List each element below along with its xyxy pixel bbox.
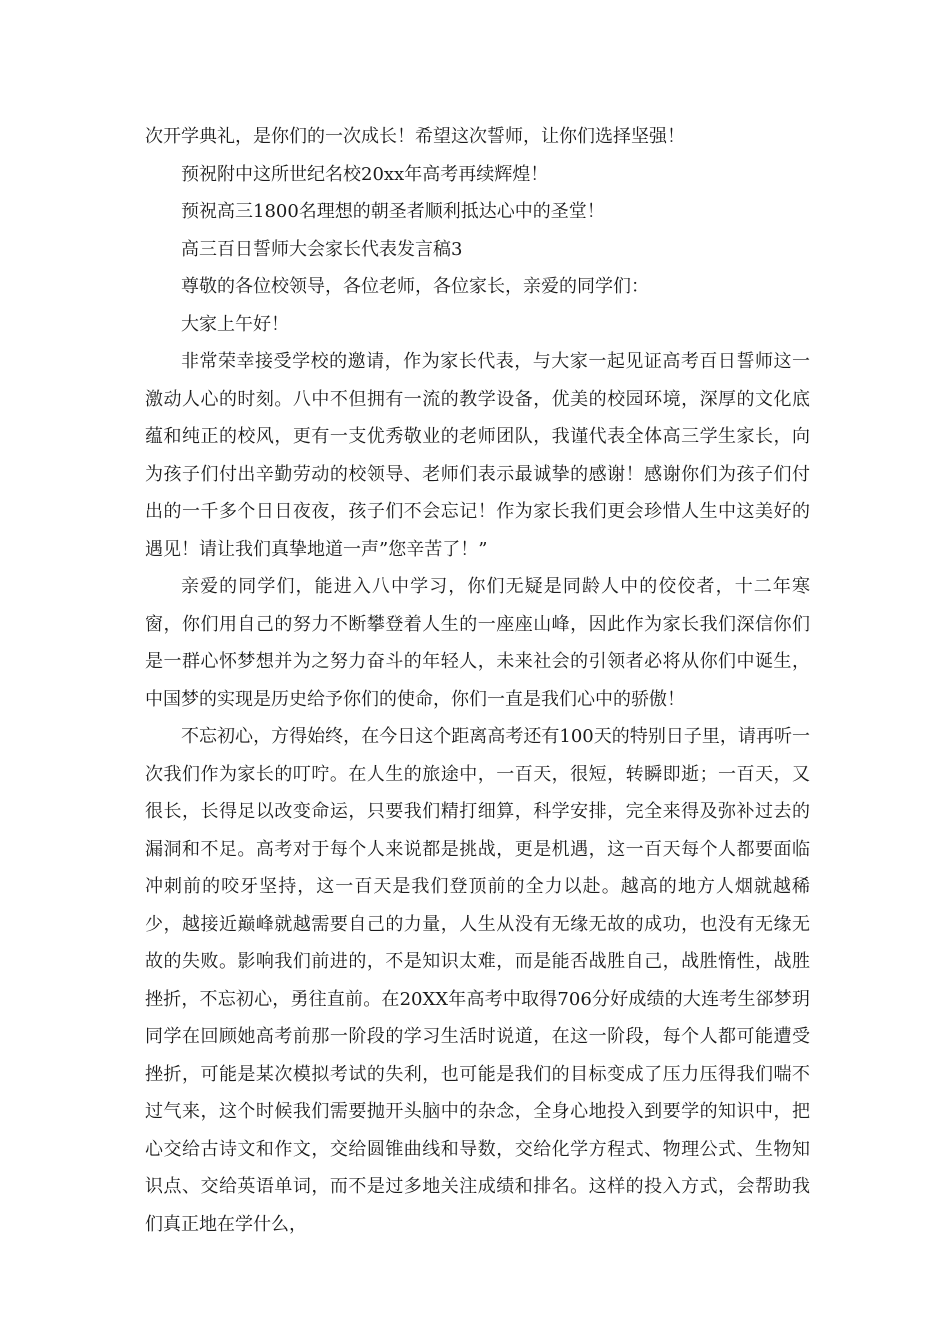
document-body [145, 118, 810, 1243]
paragraph-wish-students: 预祝高三1800名理想的朝圣者顺利抵达心中的圣堂！ [181, 201, 605, 222]
paragraph-greeting: 大家上午好！ [181, 313, 289, 335]
section-title: 高三百日誓师大会家长代表发言稿3 [181, 238, 463, 260]
paragraph-students: 亲爱的同学们，能进入八中学习，你们无疑是同龄人中的佼佼者，十二年寒窗，你们用自己的努力不断攀登着人生的一座座山峰，因此作为家长我们深信你们是一群心怀梦想并为之努力奋斗的年轻人，未来社会的引领者必将从你们中诞生，中国梦的实现是历史给予你们的使命，你们一直是我们心中的骄傲！ [145, 576, 810, 710]
paragraph-salutation: 尊敬的各位校领导，各位老师，各位家长，亲爱的同学们： [181, 276, 649, 297]
paragraph-continuation: 次开学典礼，是你们的一次成长！希望这次誓师，让你们选择坚强！ [145, 126, 685, 147]
paragraph-hundred-days: 不忘初心，方得始终，在今日这个距离高考还有100天的特别日子里，请再听一次我们作为家长的叮咛。在人生的旅途中，一百天，很短，转瞬即逝；一百天，又很长，长得足以改变命运，只要我们精打细算，科学安排，完全来得及弥补过去的漏洞和不足。高考对于每个人来说都是挑战，更是机遇，这一百天每个人都要面临冲刺前的咬牙坚持，这一百天是我们登顶前的全力以赴。越高的地方人烟就越稀少，越接近巅峰就越需要自己的力量，人生从没有无缘无故的成功，也没有无缘无故的失败。影响我们前进的，不是知识太难，而是能否战胜自己，战胜惰性，战胜挫折，不忘初心，勇往直前。在20XX年高考中取得706分好成绩的大连考生郤梦玥同学在回顾她高考前那一阶段的学习生活时说道，在这一阶段，每个人都可能遭受挫折，可能是某次模拟考试的失利，也可能是我们的目标变成了压力压得我们喘不过气来，这个时候我们需要抛开头脑中的杂念，全身心地投入到要学的知识中，把心交给古诗文和作文，交给圆锥曲线和导数，交给化学方程式、物理公式、生物知识点、交给英语单词，而不是过多地关注成绩和排名。这样的投入方式，会帮助我们真正地在学什么， [145, 726, 810, 1235]
paragraph-thanks: 非常荣幸接受学校的邀请，作为家长代表，与大家一起见证高考百日誓师这一激动人心的时刻。八中不但拥有一流的教学设备，优美的校园环境，深厚的文化底蕴和纯正的校风，更有一支优秀敬业的老师团队，我谨代表全体高三学生家长，向为孩子们付出辛勤劳动的校领导、老师们表示最诚挚的感谢！感谢你们为孩子们付出的一千多个日日夜夜，孩子们不会忘记！作为家长我们更会珍惜人生中这美好的遇见！请让我们真挚地道一声”您辛苦了！” [145, 351, 810, 560]
paragraph-wish-school: 预祝附中这所世纪名校20xx年高考再续辉煌！ [181, 163, 549, 185]
